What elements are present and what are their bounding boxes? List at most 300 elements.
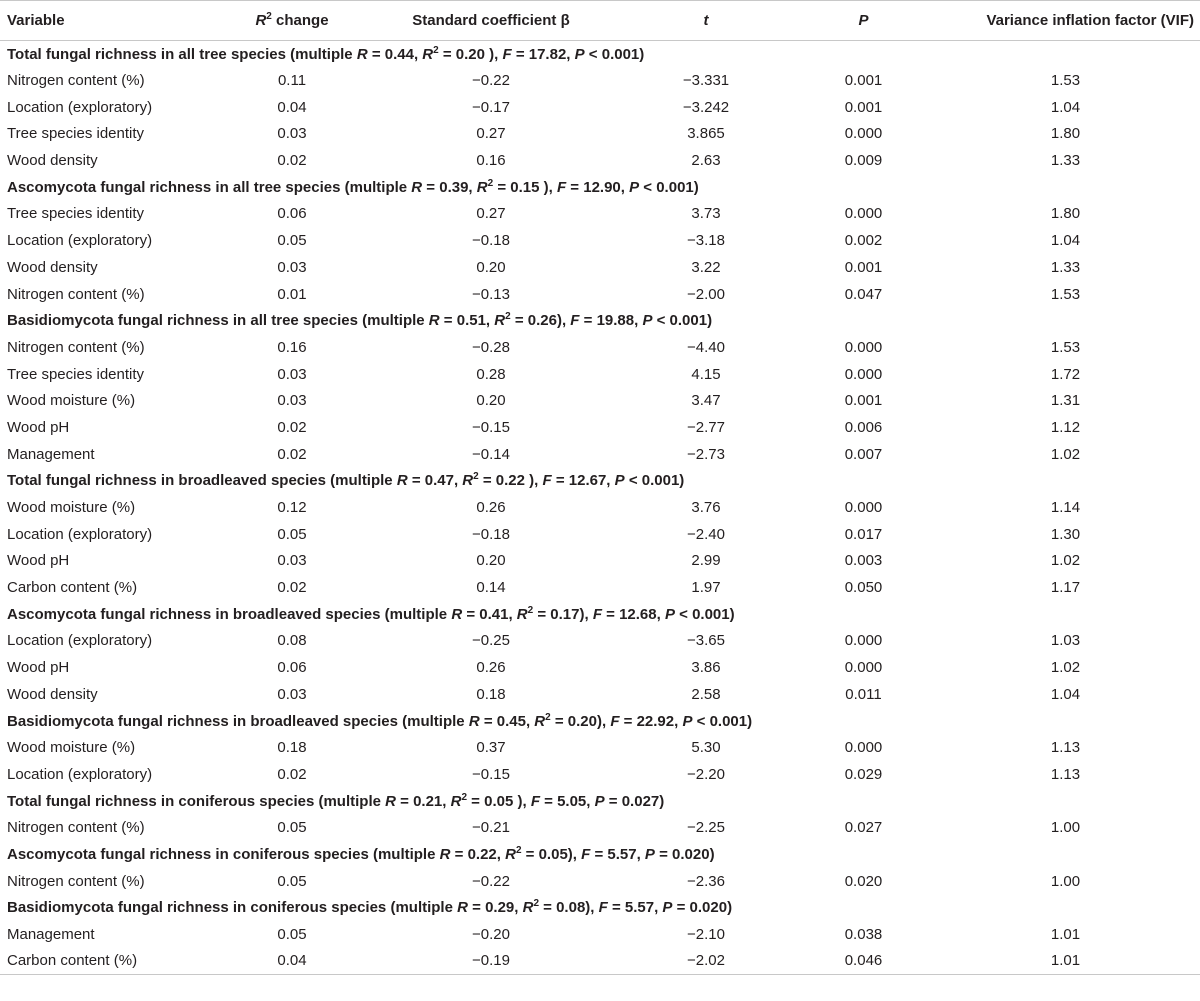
section-title-p-value: < 0.001): [652, 312, 713, 330]
table-row: [0, 521, 1200, 548]
cell-r2-change: 0.08: [277, 632, 307, 650]
table-header: [0, 1, 1200, 41]
cell-p: 0.000: [844, 659, 883, 677]
section-title-f-value: = 5.57,: [607, 899, 663, 917]
cell-r2-change: 0.04: [218, 948, 366, 975]
section-title-r2-superscript: 2: [487, 177, 494, 189]
section-header-row: [0, 895, 1200, 922]
cell-t: −2.02: [616, 948, 796, 975]
cell-standard-coefficient: −0.18: [472, 525, 510, 543]
section-header-row: [0, 708, 1200, 735]
cell-variable: Location (exploratory): [7, 632, 153, 650]
cell-variable: Nitrogen content (%): [7, 338, 145, 356]
section-title-r2-symbol: R: [450, 792, 462, 810]
cell-standard-coefficient: 0.16: [476, 152, 506, 170]
cell-standard-coefficient: −0.19: [366, 948, 616, 975]
cell-t: −2.73: [687, 445, 725, 463]
table-row: [0, 147, 1200, 174]
section-title-r2-value: = 0.20 ),: [438, 45, 503, 63]
cell-p: 0.046: [796, 948, 931, 975]
cell-variable: Management: [7, 926, 95, 944]
cell-variable: Tree species identity: [7, 125, 145, 143]
table-row: [0, 201, 1200, 228]
cell-r2-change: 0.05: [277, 926, 307, 944]
cell-variable: Nitrogen content (%): [7, 872, 145, 890]
header-r2-change: [218, 1, 366, 41]
section-header-row: [0, 468, 1200, 495]
section-title-f-symbol: F: [570, 312, 580, 330]
section-title-p-symbol: P: [629, 178, 640, 196]
section-title-p-value: < 0.001): [624, 472, 685, 490]
cell-p: 0.006: [844, 418, 883, 436]
section-header-row: [0, 841, 1200, 868]
section-header-row: [0, 307, 1200, 334]
cell-variable: Location (exploratory): [7, 525, 153, 543]
header-r2-superscript: 2: [266, 11, 272, 22]
section-title-r-symbol: R: [385, 792, 396, 810]
section-title-lead: Total fungal richness in all tree species (multiple: [7, 45, 357, 63]
cell-r2-change: 0.05: [277, 819, 307, 837]
cell-p: 0.047: [844, 285, 883, 303]
cell-variable: Wood pH: [7, 659, 70, 677]
cell-vif: 1.31: [1050, 392, 1081, 410]
table-row: [0, 654, 1200, 681]
cell-t: 3.22: [691, 258, 721, 276]
section-title: [0, 41, 1200, 68]
cell-vif: 1.72: [1050, 365, 1081, 383]
section-title-p-value: < 0.001): [584, 45, 645, 63]
section-title-r2-value: = 0.20),: [550, 712, 611, 730]
cell-standard-coefficient: 0.27: [476, 205, 506, 223]
cell-vif: 1.12: [1050, 418, 1081, 436]
cell-standard-coefficient: 0.26: [476, 499, 506, 517]
cell-standard-coefficient: −0.28: [472, 338, 510, 356]
section-title-f-symbol: F: [542, 472, 552, 490]
section-title-r-value: = 0.22,: [450, 845, 506, 863]
section-title-p-value: = 0.020): [654, 845, 715, 863]
section-title-r2-superscript: 2: [515, 844, 522, 856]
cell-standard-coefficient: 0.14: [476, 579, 506, 597]
section-title-r-symbol: R: [428, 312, 440, 330]
cell-p: 0.038: [844, 926, 883, 944]
cell-p: 0.000: [844, 739, 883, 757]
table-row: [0, 628, 1200, 655]
cell-vif: 1.80: [1050, 125, 1081, 143]
section-title: [0, 708, 1200, 735]
cell-r2-change: 0.03: [277, 392, 307, 410]
cell-variable: Wood density: [7, 152, 98, 170]
cell-r2-change: 0.12: [277, 499, 307, 517]
cell-vif: 1.00: [1050, 819, 1081, 837]
cell-standard-coefficient: −0.22: [472, 72, 510, 90]
section-header-row: [0, 174, 1200, 201]
cell-standard-coefficient: 0.20: [476, 552, 506, 570]
cell-variable: Wood density: [7, 258, 98, 276]
cell-standard-coefficient: 0.28: [476, 365, 506, 383]
cell-t: −3.242: [682, 98, 730, 116]
section-title-f-symbol: F: [581, 845, 591, 863]
table-row: [0, 921, 1200, 948]
section-header-row: [0, 601, 1200, 628]
cell-vif: 1.02: [1050, 445, 1081, 463]
cell-vif: 1.00: [1050, 872, 1081, 890]
section-title-f-value: = 17.82,: [511, 45, 575, 63]
section-title-r-symbol: R: [411, 178, 423, 196]
section-title-p-symbol: P: [664, 605, 675, 623]
section-title-r2-superscript: 2: [461, 791, 468, 803]
section-header-row: [0, 788, 1200, 815]
header-p: P: [796, 1, 931, 41]
section-title-p-symbol: P: [662, 899, 673, 917]
cell-variable: Tree species identity: [7, 365, 145, 383]
section-title-lead: Basidiomycota fungal richness in coniferous species (multiple: [7, 899, 458, 917]
section-title-f-symbol: F: [556, 178, 567, 196]
cell-t: −3.331: [682, 72, 730, 90]
table-row: [0, 387, 1200, 414]
section-title-p-symbol: P: [642, 312, 653, 330]
section-title-r2-symbol: R: [494, 312, 506, 330]
table-row: [0, 227, 1200, 254]
cell-vif: 1.30: [1050, 525, 1081, 543]
cell-t: −2.25: [687, 819, 725, 837]
section-title-r-value: = 0.21,: [395, 792, 451, 810]
section-title-r2-value: = 0.15 ),: [493, 178, 557, 196]
section-title-r2-superscript: 2: [533, 898, 539, 910]
cell-r2-change: 0.18: [277, 739, 307, 757]
header-t: t: [616, 1, 796, 41]
section-title-f-value: = 19.88,: [579, 312, 643, 330]
cell-standard-coefficient: 0.20: [476, 392, 506, 410]
cell-vif: 1.02: [1050, 552, 1081, 570]
cell-vif: 1.53: [1050, 285, 1081, 303]
section-title-f-symbol: F: [502, 45, 512, 63]
cell-r2-change: 0.02: [277, 445, 307, 463]
section-title-lead: Basidiomycota fungal richness in broadleaved species (multiple: [7, 712, 469, 730]
cell-p: 0.001: [844, 72, 883, 90]
section-title-lead: Total fungal richness in broadleaved species (multiple: [7, 472, 397, 490]
table-row: [0, 761, 1200, 788]
cell-standard-coefficient: −0.20: [472, 926, 510, 944]
cell-vif: 1.01: [931, 948, 1200, 975]
cell-standard-coefficient: −0.17: [472, 98, 510, 116]
header-vif: Variance inflation factor (VIF): [931, 1, 1200, 41]
section-title-r-value: = 0.41,: [462, 605, 517, 623]
section-title-p-value: < 0.001): [692, 712, 753, 730]
cell-standard-coefficient: −0.15: [472, 418, 510, 436]
cell-variable: Carbon content (%): [0, 948, 218, 975]
cell-vif: 1.03: [1050, 632, 1081, 650]
cell-r2-change: 0.06: [277, 659, 307, 677]
cell-p: 0.027: [844, 819, 883, 837]
table-row: [0, 868, 1200, 895]
section-title-f-value: = 12.67,: [551, 472, 615, 490]
cell-r2-change: 0.03: [277, 552, 307, 570]
cell-t: 3.47: [691, 392, 721, 410]
table-row: [0, 94, 1200, 121]
cell-standard-coefficient: 0.26: [476, 659, 506, 677]
cell-standard-coefficient: 0.27: [476, 125, 506, 143]
cell-standard-coefficient: −0.15: [472, 765, 510, 783]
header-r2-symbol: R: [255, 12, 267, 29]
cell-variable: Wood moisture (%): [7, 392, 136, 410]
cell-r2-change: 0.01: [277, 285, 307, 303]
cell-variable: Tree species identity: [7, 205, 145, 223]
cell-t: 3.865: [687, 125, 725, 143]
cell-t: 3.73: [691, 205, 721, 223]
cell-t: 5.30: [691, 739, 721, 757]
section-title: [0, 601, 1200, 628]
cell-t: −4.40: [687, 338, 725, 356]
cell-vif: 1.04: [1050, 232, 1081, 250]
cell-standard-coefficient: −0.18: [472, 232, 510, 250]
header-standard-coefficient: Standard coefficient β: [366, 1, 616, 41]
section-header-row: [0, 41, 1200, 68]
cell-p: 0.002: [844, 232, 883, 250]
section-title-p-value: = 0.020): [672, 899, 733, 917]
section-title-r2-superscript: 2: [473, 471, 479, 483]
section-title-r2-symbol: R: [522, 899, 534, 917]
section-title-f-symbol: F: [610, 712, 620, 730]
section-title-r2-symbol: R: [534, 712, 546, 730]
cell-variable: Wood density: [7, 685, 98, 703]
cell-p: 0.017: [844, 525, 883, 543]
cell-vif: 1.01: [1050, 926, 1081, 944]
cell-standard-coefficient: −0.25: [472, 632, 510, 650]
cell-standard-coefficient: −0.13: [472, 285, 510, 303]
table-row: [0, 67, 1200, 94]
table-row: [0, 281, 1200, 308]
cell-p: 0.020: [844, 872, 883, 890]
cell-vif: 1.04: [1050, 685, 1081, 703]
section-title-p-value: < 0.001): [674, 605, 735, 623]
table-row: [0, 334, 1200, 361]
section-title-r-symbol: R: [356, 45, 368, 63]
cell-t: 2.58: [691, 685, 721, 703]
section-title-r2-superscript: 2: [433, 44, 439, 56]
cell-r2-change: 0.02: [277, 418, 307, 436]
table-row: [0, 494, 1200, 521]
section-title-r-value: = 0.47,: [407, 472, 463, 490]
cell-vif: 1.02: [1050, 659, 1081, 677]
section-title-r-value: = 0.45,: [479, 712, 535, 730]
section-title: [0, 895, 1200, 922]
cell-standard-coefficient: 0.18: [476, 685, 506, 703]
section-title: [0, 788, 1200, 815]
cell-standard-coefficient: 0.37: [476, 739, 506, 757]
section-title-r-value: = 0.29,: [467, 899, 523, 917]
header-variable: Variable: [0, 1, 218, 41]
cell-variable: Nitrogen content (%): [7, 819, 145, 837]
section-title-lead: Ascomycota fungal richness in all tree species (multiple: [7, 178, 412, 196]
section-title-p-symbol: P: [682, 712, 693, 730]
cell-t: 3.76: [691, 499, 721, 517]
section-title-r2-value: = 0.08),: [539, 899, 599, 917]
cell-variable: Wood moisture (%): [7, 499, 136, 517]
section-title-r2-value: = 0.17),: [533, 605, 593, 623]
cell-t: 2.99: [691, 552, 721, 570]
cell-p: 0.000: [844, 365, 883, 383]
cell-standard-coefficient: −0.21: [472, 819, 510, 837]
cell-r2-change: 0.02: [277, 579, 307, 597]
section-title-r2-symbol: R: [462, 472, 474, 490]
cell-t: −3.18: [687, 232, 725, 250]
cell-r2-change: 0.03: [277, 365, 307, 383]
cell-p: 0.003: [844, 552, 883, 570]
table-row: [0, 361, 1200, 388]
cell-variable: Wood pH: [7, 418, 70, 436]
section-title-r-symbol: R: [396, 472, 408, 490]
table-row: [0, 814, 1200, 841]
section-title-lead: Ascomycota fungal richness in coniferous species (multiple: [7, 845, 440, 863]
cell-p: 0.009: [844, 152, 883, 170]
section-title-f-symbol: F: [530, 792, 540, 810]
header-row: [0, 1, 1200, 41]
section-title-f-symbol: F: [592, 605, 602, 623]
cell-variable: Location (exploratory): [7, 98, 153, 116]
cell-p: 0.001: [844, 258, 883, 276]
section-title-f-symbol: F: [598, 899, 608, 917]
section-title: [0, 841, 1200, 868]
section-title-r-value: = 0.39,: [422, 178, 477, 196]
section-title-lead: Ascomycota fungal richness in broadleaved species (multiple: [7, 605, 452, 623]
cell-t: −2.00: [687, 285, 725, 303]
section-title-r-symbol: R: [451, 605, 463, 623]
cell-vif: 1.13: [1050, 739, 1081, 757]
table-row: [0, 414, 1200, 441]
cell-r2-change: 0.02: [277, 152, 307, 170]
cell-r2-change: 0.02: [277, 765, 307, 783]
cell-t: −2.36: [687, 872, 725, 890]
cell-variable: Management: [7, 445, 95, 463]
cell-t: −2.40: [687, 525, 725, 543]
cell-standard-coefficient: −0.22: [472, 872, 510, 890]
section-title-r2-value: = 0.22 ),: [478, 472, 543, 490]
cell-t: −2.20: [687, 765, 725, 783]
cell-r2-change: 0.11: [277, 72, 307, 90]
table-row: [0, 681, 1200, 708]
section-title-r2-superscript: 2: [545, 711, 551, 723]
table-row: [0, 574, 1200, 601]
cell-vif: 1.53: [1050, 338, 1081, 356]
cell-t: 1.97: [691, 579, 721, 597]
section-title-p-symbol: P: [594, 792, 605, 810]
header-r2-label: change: [271, 12, 329, 29]
section-title-r-symbol: R: [468, 712, 480, 730]
cell-p: 0.029: [844, 765, 883, 783]
table-row: [0, 548, 1200, 575]
section-title-r-symbol: R: [457, 899, 468, 917]
section-title-r2-symbol: R: [505, 845, 516, 863]
section-title: [0, 307, 1200, 334]
section-title-r2-value: = 0.26),: [510, 312, 571, 330]
section-title-p-value: < 0.001): [639, 178, 699, 196]
table-row: [0, 734, 1200, 761]
table-row: [0, 121, 1200, 148]
cell-vif: 1.33: [1050, 152, 1081, 170]
section-title-r-symbol: R: [439, 845, 451, 863]
section-title-f-value: = 5.57,: [590, 845, 645, 863]
cell-t: −2.10: [687, 926, 725, 944]
cell-vif: 1.80: [1050, 205, 1081, 223]
cell-r2-change: 0.05: [277, 232, 307, 250]
cell-standard-coefficient: 0.20: [476, 258, 506, 276]
cell-r2-change: 0.04: [277, 98, 307, 116]
cell-r2-change: 0.05: [277, 872, 307, 890]
section-title-p-symbol: P: [614, 472, 625, 490]
section-title: [0, 174, 1200, 201]
section-title: [0, 468, 1200, 495]
section-title-r2-superscript: 2: [527, 604, 534, 616]
cell-p: 0.050: [844, 579, 883, 597]
cell-variable: Wood moisture (%): [7, 739, 136, 757]
cell-p: 0.000: [844, 125, 883, 143]
cell-t: 3.86: [691, 659, 721, 677]
cell-vif: 1.33: [1050, 258, 1081, 276]
cell-t: 2.63: [691, 152, 721, 170]
section-title-r-value: = 0.44,: [367, 45, 423, 63]
section-title-f-value: = 22.92,: [619, 712, 683, 730]
cell-vif: 1.04: [1050, 98, 1081, 116]
section-title-r2-symbol: R: [476, 178, 488, 196]
cell-t: 4.15: [691, 365, 721, 383]
table-row: [0, 254, 1200, 281]
section-title-p-symbol: P: [574, 45, 585, 63]
table-row: [0, 441, 1200, 468]
cell-variable: Location (exploratory): [7, 765, 153, 783]
cell-vif: 1.13: [1050, 765, 1081, 783]
cell-p: 0.000: [844, 205, 883, 223]
section-title-f-value: = 5.05,: [539, 792, 595, 810]
cell-standard-coefficient: −0.14: [472, 445, 510, 463]
cell-p: 0.001: [844, 392, 883, 410]
cell-p: 0.000: [844, 632, 883, 650]
cell-p: 0.000: [844, 338, 883, 356]
section-title-r2-value: = 0.05 ),: [467, 792, 531, 810]
cell-r2-change: 0.05: [277, 525, 307, 543]
section-title-r2-symbol: R: [422, 45, 434, 63]
section-title-p-value: = 0.027): [604, 792, 665, 810]
section-title-f-value: = 12.90,: [566, 178, 630, 196]
cell-r2-change: 0.06: [277, 205, 307, 223]
section-title-lead: Basidiomycota fungal richness in all tree species (multiple: [7, 312, 429, 330]
cell-r2-change: 0.03: [277, 685, 307, 703]
cell-p: 0.000: [844, 499, 883, 517]
cell-variable: Location (exploratory): [7, 232, 153, 250]
cell-variable: Wood pH: [7, 552, 70, 570]
section-title-r2-superscript: 2: [505, 311, 511, 323]
cell-vif: 1.53: [1050, 72, 1081, 90]
section-title-r-value: = 0.51,: [439, 312, 495, 330]
cell-r2-change: 0.16: [277, 338, 307, 356]
section-title-f-value: = 12.68,: [601, 605, 665, 623]
section-title-lead: Total fungal richness in coniferous species (multiple: [7, 792, 386, 810]
cell-p: 0.001: [844, 98, 883, 116]
cell-vif: 1.17: [1050, 579, 1081, 597]
cell-variable: Nitrogen content (%): [7, 285, 145, 303]
cell-p: 0.007: [844, 445, 883, 463]
cell-variable: Nitrogen content (%): [7, 72, 145, 90]
cell-r2-change: 0.03: [277, 125, 307, 143]
section-title-r2-value: = 0.05),: [521, 845, 582, 863]
cell-t: −2.77: [687, 418, 725, 436]
section-title-p-symbol: P: [644, 845, 655, 863]
cell-vif: 1.14: [1050, 499, 1081, 517]
table-body: [0, 41, 1200, 975]
cell-variable: Carbon content (%): [7, 579, 138, 597]
table-row: [0, 948, 1200, 975]
cell-p: 0.011: [845, 685, 882, 703]
section-title-r2-symbol: R: [516, 605, 528, 623]
